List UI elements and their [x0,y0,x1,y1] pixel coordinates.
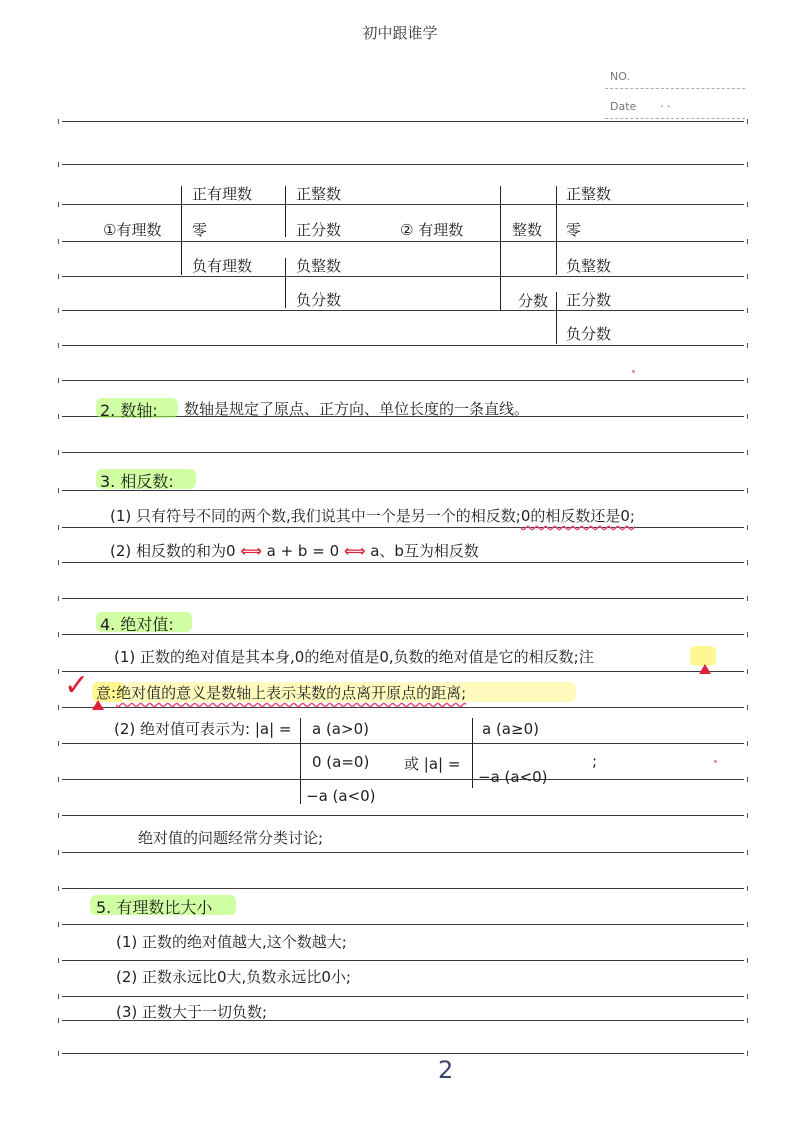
section2-text: 数轴是规定了原点、正方向、单位长度的一条直线。 [184,400,530,418]
section4-item1-note: 注 [578,648,594,666]
b-negative-integer: 负整数 [566,257,612,275]
classification-a-label: ①有理数 [103,221,162,239]
ruled-line [62,815,744,816]
classification-b-label: ② 有理数 [400,221,464,239]
checkmark-icon: ✓ [64,668,90,703]
ruled-line [62,380,744,381]
section4-item1-text: (1) 正数的绝对值是其本身,0的绝对值是0,负数的绝对值是它的相反数; [114,648,579,666]
ruled-line [62,996,744,997]
level1-positive: 正有理数 [192,185,253,203]
ruled-line [62,241,744,242]
section3-heading: 3. 相反数: [100,472,174,491]
brace [556,292,557,344]
equivalence-arrow-icon: ⟺ [343,542,366,560]
piecewise-brace [472,718,473,788]
level1-zero: 零 [192,221,208,239]
section4-heading: 4. 绝对值: [100,615,174,634]
no-label: NO. [610,70,630,83]
equivalence-arrow-icon: ⟺ [240,542,262,560]
page-number: 2 [438,1056,454,1084]
section4-note2: 绝对值的问题经常分类讨论; [138,829,324,847]
page-header-title: 初中跟谁学 [362,24,438,42]
section3-item1-text: (1) 只有符号不同的两个数,我们说其中一个是另一个的相反数; [110,507,521,525]
ruled-line [62,452,744,453]
ruled-line [62,671,744,672]
ruled-line [62,276,744,277]
brace [556,186,557,275]
ruled-line [62,1053,744,1054]
section5-item1: (1) 正数的绝对值越大,这个数越大; [116,933,347,951]
ruled-line [62,743,744,744]
ruled-line [62,345,744,346]
date-label: Date [610,100,637,113]
case2-negative: −a (a<0) [478,768,548,786]
section3-item2-equation: a + b = 0 [266,542,340,560]
brace [500,186,501,310]
note-highlight [690,646,716,666]
b-positive-fraction: 正分数 [566,291,612,309]
section4-item2-prefix: (2) 绝对值可表示为: |a| = [114,720,292,738]
red-triangle-marker-icon [699,664,711,674]
section5-item2: (2) 正数永远比0大,负数永远比0小; [116,968,351,986]
case1-negative: −a (a<0) [306,787,376,805]
ruled-line [62,852,744,853]
negative-fraction: 负分数 [296,291,342,309]
case1-positive: a (a>0) [312,720,369,738]
fraction-label: 分数 [518,292,549,310]
section4-note-line [96,682,466,703]
section5-heading: 5. 有理数比大小 [96,898,213,917]
ink-dot [632,370,635,373]
ruled-line [62,598,744,599]
brace [181,186,182,275]
ruled-line [62,779,744,780]
section3-item2-suffix: a、b互为相反数 [370,542,479,560]
ruled-line [62,121,744,122]
date-dashed-line [605,118,745,119]
section4-item1 [114,646,594,667]
ruled-line [62,960,744,961]
section4-note-prefix: 意: [96,684,117,702]
b-negative-fraction: 负分数 [566,325,612,343]
ruled-line [62,707,744,708]
brace [285,186,286,237]
section4-note-underlined: 绝对值的意义是数轴上表示某数的点离开原点的距离; [116,684,467,702]
ruled-line [62,562,744,563]
positive-fraction: 正分数 [296,221,342,239]
ruled-line [62,310,744,311]
ruled-line [62,204,744,205]
section3-item1 [110,505,635,526]
integer-label: 整数 [512,221,543,239]
ink-dot [714,760,717,763]
red-triangle-marker-icon [92,700,104,710]
b-positive-integer: 正整数 [566,185,612,203]
case1-zero: 0 (a=0) [312,753,370,771]
brace [285,258,286,308]
date-dots: · · [660,100,671,113]
ruled-line [62,924,744,925]
section3-item2-prefix: (2) 相反数的和为0 [110,542,236,560]
level1-negative: 负有理数 [192,257,253,275]
ruled-line [62,164,744,165]
negative-integer: 负整数 [296,257,342,275]
section2-heading: 2. 数轴: [100,401,158,420]
ruled-line [62,527,744,528]
section5-item3: (3) 正数大于一切负数; [116,1003,268,1021]
case2-nonnegative: a (a≥0) [482,720,539,738]
positive-integer: 正整数 [296,185,342,203]
ruled-line [62,888,744,889]
no-dashed-line [605,88,745,89]
piecewise-brace [300,718,301,804]
or-text: 或 |a| = [404,755,461,773]
section3-item1-underlined: 0的相反数还是0; [520,507,635,525]
b-zero: 零 [566,221,582,239]
case2-tail: ; [592,752,598,770]
section3-item2 [110,540,479,561]
